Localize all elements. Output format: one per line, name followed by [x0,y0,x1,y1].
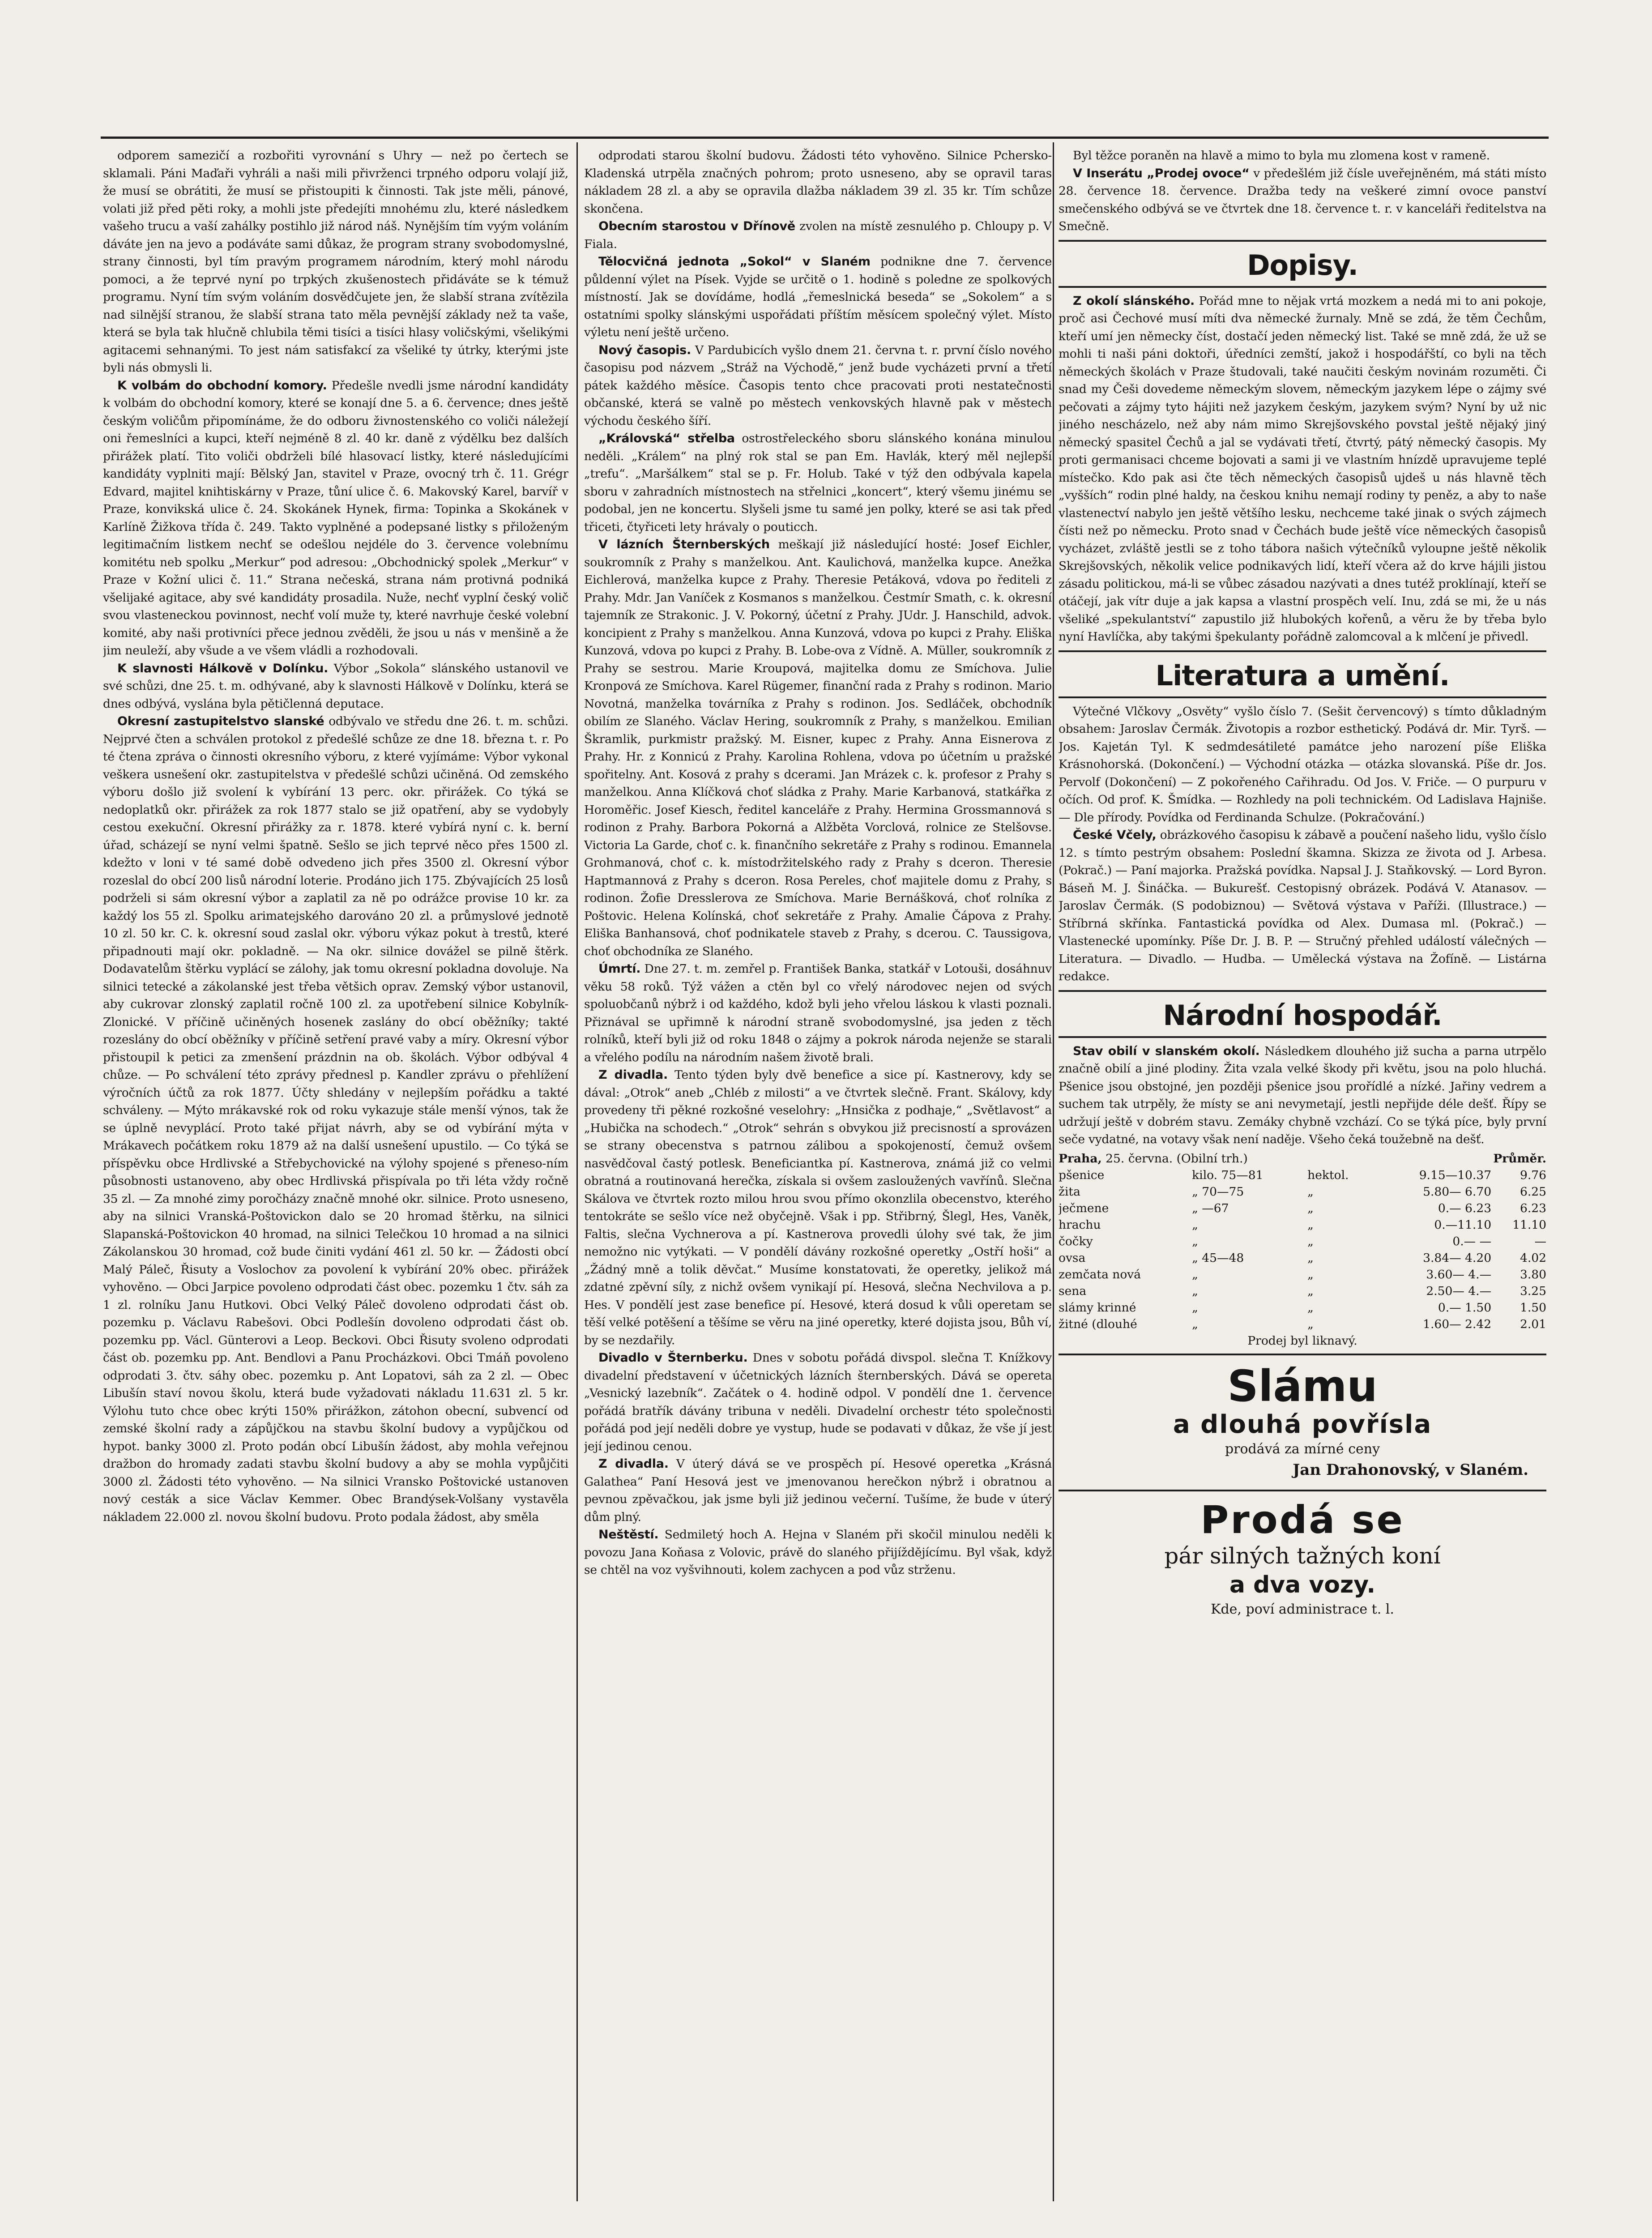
article-text: zvolen na místě zesnulého p. Chloupy p. V Fiala. [584,219,1052,251]
divider [1059,1354,1546,1355]
price-cell-q: „ [1192,1300,1198,1315]
column-3 [1059,147,1546,2238]
market-report [1059,1150,1546,1349]
article-headline: K volbám do obchodní komory. [117,378,327,393]
price-cell-q: „ [1192,1234,1198,1248]
price-cell-avg: 9.76 [1520,1168,1546,1182]
column-2 [584,147,1052,2238]
ad-slamu-line2: prodává za mírné ceny [1225,1441,1380,1457]
article-paragraph [1059,826,1546,986]
price-row [1059,1167,1546,1183]
article-paragraph [103,147,568,377]
price-cell-unit: „ [1307,1300,1314,1315]
hospodar-section [1059,1042,1546,1149]
article-paragraph [584,1349,1052,1455]
price-cell-range: 0.— — [1452,1234,1492,1248]
literatura-section [1059,703,1546,986]
article-text: Dne 27. t. m. zemřel p. František Banka, statkář v Lotouši, dosáhnuv věku 58 roků. Týž vážen a ctěn byl co vřelý národovec nejen od svých spoluobčanů nýbrž i od každého, kdož byli jeho vřelou láskou k vlasti poznali. Přiznával se upřimně k národní straně svobodomyslné, jsa jeden z těch rolníků, kteří byli již od roku 1848 o zájmy a pokrok národa nejenže se starali a vřelého podílu na národním našem životě brali. [584,962,1052,1064]
article-paragraph [584,342,1052,430]
article-text: obrázkového časopisu k zábavě a poučení našeho lidu, vyšlo číslo 12. s tímto pestrým obsahem: Poslední škamna. Skizza ze života od J. Arbesa. (Pokrač.) — Paní majorka. Pražská povídka. Napsal J. J. Staňkovský. — Lord Byron. Báseň M. J. Šináčka. — Bukurešť. Cestopisný obrázek. Podává V. Atanasov. — Jaroslav Čermák. (S podobiznou) — Světová výstava v Paříži. (Illustrace.) — Stříbrná skřínka. Fantastická povídka od Alex. Dumasa ml. (Pokrač.) — Vlastenecké upomínky. Píše Dr. J. B. P. — Stručný přehled událostí válečných — Literatura. — Divadlo. — Hudba. — Umělecká výstava na Žofíně. — Listárna redakce. [1059,828,1546,983]
price-cell-q: „ [1192,1317,1198,1331]
price-cell-q: „ [1192,1217,1198,1232]
article-text: v předešlém již čísle uveřejněném, má státi místo 28. července 18. července. Dražba tedy na veškeré zimní ovoce panství smečenského odbývá se ve čtvrtek dne 18. července t. r. v kanceláři ředitelstva na Smečně. [1059,166,1546,233]
article-headline: Divadlo v Šternberku. [598,1351,748,1365]
article-text: meškají již následující hosté: Josef Eichler, soukromník z Prahy s manželkou. Ant. Kaulichová, manželka kupce. Anežka Eichlerová, manželka kupce z Prahy. Theresie Petáková, vdova po řediteli z Prahy. Mdr. Jan Vaníček z Kosmanos s manželkou. Čestmír Smath, c. k. okresní tajemník ze Strakonic. J. V. Pokorný, účetní z Prahy. JUdr. J. Hanschild, advok. koncipient z Prahy s manželkou. Anna Kunzová, vdova po kupci z Prahy. Eliška Kunzová, vdova po kupci z Prahy. B. Lobe-ova z Vídně. A. Müller, soukromník z Prahy se sestrou. Marie Kroupová, majitelka domu ze Smíchova. Julie Kronpová ze Smíchova. Karel Rügemer, finanční rada z Prahy s rodinon. Mario Novotná, manželka továrníka z Prahy s rodinon. Jos. Sedláček, obchodník obilím ze Slaného. Václav Hering, soukromník z Prahy, s manželkou. Emilian Škramlik, purkmistr pražský. M. Eisner, kupec z Prahy. Anna Eisnerova z Prahy. Hr. z Konnicú z Prahy. Karolina Rohlena, vdova po účetním u pražské spořitelny. Ant. Kosová z prahy s dcerami. Jan Mrázek c. k. profesor z Prahy s manželkou. Anna Klíčková choť sládka z Prahy. Marie Karbanová, statkářka z Horoměřic. Josef Kiesch, ředitel kanceláře z Prahy. Hermina Grossmannová s rodinon z Prahy. Barbora Pokorná a Alžběta Vorclová, rolnice ze Stelšovse. Victoria La Garde, choť c. k. finančního sekretáře z Prahy s rodinou. Emannela Grohmanová, choť c. k. místodržitelského rady z Prahy s dceron. Theresie Haptmannová z Prahy s dceron. Rosa Pereles, choť majitele domu z Prahy, s rodinon. Žofie Dresslerova ze Smíchova. Marie Bernášková, choť rolníka z Poštovic. Helena Kolínská, choť sekretáře z Prahy. Amalie Čápova z Prahy. Eliška Banhansová, choť podnikatele staveb z Prahy, s dcerou. C. Taussigova, choť obchodníka ze Slaného. [584,538,1052,958]
divider [1059,650,1546,652]
price-cell-range: 2.50— 4.— [1426,1284,1492,1298]
divider [1059,286,1546,288]
article-paragraph [1059,292,1546,646]
article-text: Tento týden byly dvě benefice a sice pí. Kastnerovy, kdy se dával: „Otrok“ aneb „Chléb z milosti“ a ve čtvrtek slečně. Frant. Skálovy, kdy provedeny tři pěkné rozkošné veselohry: „Hnsička z podhaje,“ „Světlavost“ a „Hubička na schodech.“ „Otrok“ sehrán s obvykou již precisností a sprovázen se strany obecenstva s patrnou zálibou a spokojeností, čemuž ovšem nasvědčoval častý potlesk. Beneficiantka pí. Kastnerova, známá již co velmi obratná a routinovaná herečka, získala si ovšem zasloužených vavřínů. Slečna Skálova ve čtvrtek rozto milou hrou svou přímo okonzlila obecenstvo, kterého tentokráte se sešlo více než obyčejně. Však i pp. Střibrný, Šlegl, Hes, Vaněk, Faltis, slečna Vychnerova a pí. Kastnerova provedli úlohy své tak, že jim nemožno nic vytýkati. — V pondělí dávány rozkošné operetky „Ostří hoši“ a „Žádný mně a tolik děvčat.“ Musíme konstatovati, že operetky, jelikož má zdatné zpěvní síly, z nichž ovšem vynikají pí. Hesová, slečna Nechvilova a p. Hes. V pondělí jest zase benefice pí. Hesové, která dosud k vůli operetam se těší velké potěšení a těšíme se věru na jiné operetky, které dojista jsou, Bůh ví, by se nezdařily. [584,1068,1052,1347]
article-text: Následkem dlouhého již sucha a parna utrpělo značně obilí a jiné plodiny. Žita vzala velké škody při květu, jsou na polo hluchá. Pšenice jsou obstojné, jen později pšenice jsou prořídlé a nízké. Jařiny vedrem a suchem tak utrpěly, že místy se ani nevymetají, jestli nepřijde déle dešť. Řípy se udržují ještě v dobrém stavu. Zemáky chybně vzchází. Co se týká píce, byly první seče vydatné, na votavy však není naděje. Všeho čeká toužebně na dešť. [1059,1044,1546,1146]
price-row [1059,1299,1546,1316]
column-divider-left [576,142,578,2201]
market-footer: Prodej byl liknavý. [1247,1333,1357,1348]
article-paragraph [584,147,1052,218]
ad-proda-line1: pár silných tažných koní [1164,1542,1441,1569]
section-heading-dopisy: Dopisy. [1247,248,1358,282]
article-paragraph [103,660,568,713]
article-text: V úterý dává se ve prospěch pí. Hesové operetka „Krásná Galathea“ Paní Hesová jest ve jmenovanou herečkon nýbrž i obratnou a pevnou zpěvačkou, jak jsme byli již jedinou večerní. Tušíme, že bude v úterý dům plný. [584,1457,1052,1524]
price-cell-range: 0.— 6.23 [1438,1201,1492,1215]
article-text: ostrostřeleckého sboru slánského konána minulou neděli. „Králem“ na plný rok stal se pan Em. Havlák, který měl nejlepší „trefu“. „Maršálkem“ stal se p. Fr. Holub. Také v týž den odbývala kapela sboru v zahradních místnostech na střelnici „koncert“, který všemu jinému se podobal, jen ne koncertu. Slyšeli jsme tu samé jen polky, které se asi tak před třiceti, čtyřiceti lety hrávaly o pouticch. [584,431,1052,534]
article-text: Pořád mne to nějak vrtá mozkem a nedá mi to ani pokoje, proč asi Čechové musí míti dva německé žurnaly. Mně se zdá, že těm Čechům, kteří umí jen německy číst, dostačí jeden německý list. Také se mně zdá, že už se mohli ti naši páni doktoři, úředníci zemští, jakož i hospodářští, co byli na těch německých školách v Praze študovali, také naučiti českým novinám rozuměti. Či snad my Češi dovedeme německým slovem, německým jazykem lépe o zájmy své pečovati a zájmy tyto hájiti než jazykem českým, jazykem svým? Nyní by už nic jiného nescházelo, než aby nám mimo Skrejšovského povstal ještě nějaký jiný německý spasitel Čechů a jal se vydávati třetí, čtvrtý, pátý německý časopis. My proti germanisaci chceme bojovati a sami ji ve vlastním hnízdě upravujeme teplé místečko. Kdo pak asi čte těch německých časopisů ujdeš u nás hlavně těch „vyšších“ rodin plné haldy, na českou knihu nemají rodiny ty peněz, a aby to naše vlastenectví nabylo jen ještě většího lesku, nechceme také jinak o svých zájmech čísti než po německu. Proto snad v Čechách bude ještě více německých časopisů vycházet, zvláště jestli se z toho tábora našich výtečníků vyloupne ještě několik Skrejšovských, několik velice podnikavých lidí, kteří včera až do krve hájili jistou zásadu politickou, má-li se vůbec zásadou nazývati a dnes tutéž proklínají, kteří se otáčejí, jak vítr duje a jak kapsa a vlastní prospěch velí. Inu, zdá se mi, že u nás všeliké „spekulantství“ zapustilo již hlubokých kořenů, a věru že by třeba bylo nyní Havlíčka, aby takými špekulanty pořádně zalomcoval a k mlčení je přivedl. [1059,294,1546,644]
column-1 [103,147,568,2238]
divider [1059,1036,1546,1038]
price-row [1059,1250,1546,1266]
price-cell-q: „ [1192,1267,1198,1281]
article-paragraph [103,713,568,1526]
price-row [1059,1183,1546,1200]
article-paragraph [1059,1042,1546,1149]
article-headline: Obecním starostou v Dřínově [598,219,795,233]
price-cell-q: „ —67 [1192,1201,1229,1215]
price-cell-q: „ [1192,1284,1198,1298]
price-cell-name: zemčata nová [1059,1267,1141,1281]
price-cell-unit: „ [1307,1267,1314,1281]
price-cell-name: slámy krinné [1059,1300,1136,1315]
article-paragraph [584,218,1052,253]
article-paragraph [584,960,1052,1066]
divider [1059,696,1546,698]
price-cell-avg: 11.10 [1512,1217,1546,1232]
article-paragraph [584,1066,1052,1349]
price-cell-q: „ 45—48 [1192,1251,1244,1265]
price-cell-name: čočky [1059,1234,1093,1248]
article-text: odbývalo ve středu dne 26. t. m. schůzi. Nejprvé čten a schválen protokol z předešlé schůze ze dne 18. března t. r. Po té čtena zpráva o činnosti okresního výboru, z které vyjímáme: Výbor vykonal veškera usnešení okr. zastupitelstva v předešlé schůzi učiněná. Od zemského výboru došlo již svolení k vybírání 13 perc. okr. přirážek. Co týká se nedoplatků okr. přirážek za rok 1877 stalo se již opatření, aby se vydobyly cestou exekuční. Okresní přirážky za r. 1878. které vybírá nyní c. k. berní úřad, scházejí se nyní velmi špatně. Sešlo se jich teprvé něco přes 1500 zl. kdežto v loni v té samé době odvedeno jich přes 3500 zl. Okresní výbor rozeslal do obcí 200 lisů národní loterie. Prodáno jich 175. Zbývajících 25 losů podrželi si sám okresní výbor a zaplatil za ně po odrážce provise 10 kr. za každý los 55 zl. Spolku arimatejského darováno 20 zl. a průmyslové jednotě 10 zl. 50 kr. C. k. okresní soud zaslal okr. výboru výkaz pokut à trestů, které připadnouti mají okr. pokladně. — Na okr. silnice dovážel se pilně štěrk. Dodavatelům štěrku vyplácí se zálohy, jak tomu okresní pokladna dovoluje. Na silnici tetecké a zákolanské jest třeba většich oprav. Zemský výbor ustanovil, aby cukrovar zlonský zaplatil ročně 100 zl. za upotřebení silnice Kobylník-Zlonické. V příčině učiněných hosenek zaslány do obcí oběžníky; takté rozeslány do obcí oběžníky v příčině setření pravé vaby a míry. Okresní výbor přistoupil k petici za zmenšení prázdnin na ob. školách. Výbor odbýval 4 chůze. — Po schválení této zprávy přednesl p. Kandler zprávu o přehlížení výročních účtů za rok 1877. Účty shledány v nejlepším pořádku a takté schváleny. — Mýto mrákavské rok od roku vykazuje stále menší výnos, tak že se úplně nevyplácí. Proto také přijat návrh, aby se od vybírání mýta v Mrákavech počátkem roku 1879 až na další usnešení upustilo. — Co týká se příspěvku obce Hrdlivské a Střebychovické na výlohy spojené s přeneso-ním působnosti ustanoveno, aby obec Hrdlivská přispívala po tři léta vždy ročně 35 zl. — Za mnohé zimy poročházy značně mnohé okr. silnice. Proto usneseno, aby na silnici Vranská-Poštovickon dalo se 20 hromad štěrku, na silnici Slapanská-Poštovickon 40 hromad, na silnici Telečkou 10 hromad a na silnici Zákolanskou 30 hromad, což bude činiti vydání 461 zl. 50 kr. — Žádosti obcí Malý Páleč, Řisuty a Voslochov za povolení k vybírání 20% obec. přirážek vyhověno. — Obci Jarpice povoleno odprodati část obec. pozemku 1 čtv. sáh za 1 zl. rolníku Janu Hutkovi. Obci Velký Páleč dovoleno odprodati část ob. pozemku p. Václavu Rabešovi. Obci Podlešín dovoleno odprodati část ob. pozemku pp. Václ. Günterovi a Leop. Beckovi. Obci Řisuty svoleno odprodati část ob. pozemku pp. Ant. Bendlovi a Panu Procházkovi. Obci Tmáň povoleno odprodati 3. čtv. sáhy obec. pozemku p. Ant Lopatovi, sáh za 2 zl. — Obec Libušín staví novou školu, která bude vyžadovati nákladu 11.631 zl. 5 kr. Výlohu tuto chce obec krýti 150% přirážkon, zátohon obecní, subvencí od zemské školní rady a zápůjčkou na stavbu školní budovy a vypůjčkou od hypot. banky 3000 zl. Proto podán obcí Libušín žádost, aby mohla veřejnou dražbon do hromady zadati stavbu školní budovy a aby se mohla vypůjčiti 3000 zl. Žádosti této vyhověno. — Na silnici Vransko Poštovické ustanoven nový cesták a sice Václav Kemmer. Obec Brandýsek-Volšany vystavěla nákladem 22.000 zl. novou školní budovu. Proto podala žádost, aby směla [103,714,568,1524]
market-note: (Obilní trh.) [1176,1151,1248,1166]
price-cell-avg: 1.50 [1520,1300,1546,1315]
article-text: V Pardubicích vyšlo dnem 21. června t. r. první číslo nového časopisu pod názvem „Stráž na Východě,“ jenž bude vycházeti první a třetí pátek každého měsíce. Časopis tento chce pracovati proti nestatečnosti občanské, která se valně po městech venkovských hlavně pak v městech východu českého šíří. [584,343,1052,428]
article-headline: Nový časopis. [598,343,691,357]
market-avg-header: Průměr. [1493,1151,1546,1166]
article-headline: České Včely, [1073,828,1157,842]
article-headline: Úmrtí. [598,962,641,976]
divider [1059,990,1546,992]
price-row [1059,1283,1546,1299]
price-cell-name: žita [1059,1184,1080,1199]
column-3-top-notes [1059,147,1546,235]
price-cell-range: 0.— 1.50 [1438,1300,1492,1315]
price-cell-avg: 3.80 [1520,1267,1546,1281]
market-date: 25. června. [1106,1151,1173,1166]
ad-slamu-line3: Jan Drahonovský, v Slaném. [1293,1461,1528,1479]
article-paragraph [584,536,1052,960]
price-cell-name: žitné (dlouhé [1059,1317,1137,1331]
price-cell-unit: „ [1307,1284,1314,1298]
article-headline: Okresní zastupitelstvo slanské [117,714,324,728]
article-headline: K slavnosti Hálkově v Dolínku. [117,661,329,675]
price-cell-avg: 2.01 [1520,1317,1546,1331]
price-cell-name: ovsa [1059,1251,1086,1265]
article-headline: Neštěstí. [598,1528,659,1542]
section-heading-literatura: Literatura a umění. [1155,659,1450,692]
price-row [1059,1316,1546,1333]
ad-proda-line2: a dva vozy. [1229,1571,1376,1598]
article-headline: Z divadla. [598,1457,669,1471]
ad-proda-line3: Kde, poví administrace t. l. [1211,1601,1394,1617]
price-cell-name: hrachu [1059,1217,1101,1232]
price-cell-unit: „ [1307,1234,1314,1248]
top-border-rule [101,137,1549,139]
article-headline: Tělocvičná jednota „Sokol“ v Slaném [598,255,871,269]
price-cell-range: 0.—11.10 [1434,1217,1492,1232]
ad-slamu [1059,1360,1546,1485]
column-divider-right [1053,142,1054,2201]
article-text: Výtečné Vlčkovy „Osvěty“ vyšlo číslo 7. (Sešit červencový) s tímto důkladným obsahem: Jaroslav Čermák. Životopis a rozbor esthetický. Podává dr. Mir. Tyrš. — Jos. Kajetán Tyl. K sedmdesátileté památce jeho narození píše Eliška Krásnohorská. (Dokončení.) — Východní otázka — otázka slovanská. Píše dr. Jos. Pervolf (Dokončení) — Z pokořeného Cařihradu. Od Jos. V. Friče. — O purpuru v očích. Od prof. K. Šmídka. — Rozhledy na poli technickém. Od Ladislava Hajniše. — Dle přírody. Povídka od Ferdinanda Schulze. (Pokračování.) [1059,704,1546,824]
price-cell-unit: „ [1307,1317,1314,1331]
article-text: Předešle nvedli jsme národní kandidáty k volbám do obchodní komory, které se konají dne 5. a 6. července; dnes ještě českým voličům připomínáme, že do odboru živnostenského co voliči náležejí oni řemeslníci a kupci, kteří nejméně 8 zl. 40 kr. daně z výdělku bez dalších přirážek platí. Tito voliči obdrželi bílé hlasovací listky, které následujícími kandidáty vyplniti mají: Bělský Jan, stavitel v Praze, ovocný trh č. 11. Grégr Edvard, majitel knihtiskárny v Praze, tůní ulice č. 6. Makovský Karel, barvíř v Praze, konvikská ulice č. 24. Skokánek Hynek, firma: Topinka a Skokánek v Karlíně Žižkova třída č. 249. Takto vyplněné a podepsané listky s přiloženým legitimačním listkem nechť se odešlou nejdéle do 3. července volebnímu komitétu neb spolku „Merkur“ pod adresou: „Obchodnický spolek „Merkur“ v Praze v Kožní ulici č. 11.“ Strana nečeská, strana nám protivná podniká všelijaké agitace, aby své kandidáty prosadila. Nuže, nechť vyplní český volič svou vlasteneckou povinnost, nechť volí muže ty, které navrhuje české volební komité, aby naši protivníci přece jednou zvěděli, že jsou u nás v menšině a že jim neuleží, aby všude a ve všem vládli a rozhodovali. [103,378,568,658]
article-paragraph [1059,703,1546,827]
article-headline: „Královská“ střelba [598,431,735,445]
article-text: odprodati starou školní budovu. Žádosti této vyhověno. Silnice Pchersko-Kladenská utrpěla značných pohrom; proto usneseno, aby se opravil taras nákladem 28 zl. a aby se opravila dlažba nákladem 39 zl. 35 kr. Tím schůze skončena. [584,149,1052,216]
price-row [1059,1266,1546,1283]
price-table [1059,1167,1546,1333]
article-headline: V lázních Šternberských [598,538,770,551]
article-text: odporem samezičí a rozbořiti vyrovnání s Uhry — než po čertech se sklamali. Páni Maďaři vyhráli a naši mili přivrženci trpného odporu volají již, že musí se obrátiti, že musí se přistoupiti k činnosti. Tak jste měli, pánové, volati již před pěti roky, a mohli jste předejíti mnohému zlu, které následkem vašeho trucu a vaší zahálky postihlo již národ náš. Nynějším tím vyým voláním dáváte jen na jevo a podáváte sami důkaz, že program strany svobodomyslné, strany činnosti, byl tím pravým programem národním, který mohl národu pomoci, a že teprvé nyní po trpkých zkušenostech přidáváte se k témuž programu. Nyní tím svým voláním dosvědčujete jen, že slabší strana zvítězila nad silnější stranou, že slabší strana tato měla pevnější základy než ta vaše, která se byla tak hlučně chlubila těmi tisíci a tisíci hlasy voličskými, všelikými agitacemi sehnanými. To jest nám satisfakcí za všeliké ty útrky, kterými jste byli nás obmysli li. [103,149,568,375]
article-paragraph [1059,165,1546,235]
price-cell-unit: „ [1307,1251,1314,1265]
article-text: podnikne dne 7. července půldenní výlet na Písek. Vyjde se určitě o 1. hodině s poledne ze spolkových místností. Jak se dovídáme, hodlá „řemeslnická beseda“ se „Sokolem“ a s ostatními spolky slánskými uspořádati příštím měsícem společný výlet. Místo výletu není ještě určeno. [584,255,1052,339]
ad-slamu-title: Slámu [1227,1361,1378,1411]
price-cell-name: pšenice [1059,1168,1105,1182]
article-paragraph [584,430,1052,536]
section-heading-hospodar: Národní hospodář. [1163,999,1442,1032]
dopisy-section [1059,292,1546,646]
price-cell-unit: „ [1307,1217,1314,1232]
article-headline: Stav obilí v slanském okolí. [1073,1044,1260,1058]
article-headline: V Inserátu „Prodej ovoce“ [1073,166,1250,180]
price-cell-unit: hektol. [1307,1168,1349,1182]
price-cell-unit: „ [1307,1201,1314,1215]
article-paragraph [1059,147,1546,165]
price-row [1059,1233,1546,1250]
price-cell-range: 3.60— 4.— [1426,1267,1492,1281]
article-text: Dnes v sobotu pořádá divspol. slečna T. Knížkovy divadelní představení v účetnických lázních šternberských. Dává se opereta „Vesnický lazebník“. Začátek o 4. hodině odpol. V pondělí dne 1. července pořádá bratřík dávány tribuna v neděli. Divadelní orchestr této společnosti pořádá pod její neděli dobre ye vystup, hude se podavati v důkaz, že vše jí jest její jedinou cenou. [584,1351,1052,1453]
divider [1059,240,1546,242]
article-text: Sedmiletý hoch A. Hejna v Slaném při skočil minulou neděli k povozu Jana Koňasa z Volovic, právě do slaného přijíždějícímu. Byl však, když se chtěl na voz vyšvihnouti, kolem zachycen a pod vůz strženu. [584,1528,1052,1577]
article-paragraph [584,1455,1052,1526]
price-cell-avg: 6.23 [1520,1201,1546,1215]
article-headline: Z okolí slánského. [1073,294,1195,308]
market-place: Praha, [1059,1151,1102,1166]
price-cell-q: „ 70—75 [1192,1184,1244,1199]
price-cell-q: kilo. 75—81 [1192,1168,1264,1182]
price-cell-name: sena [1059,1284,1087,1298]
price-cell-unit: „ [1307,1184,1314,1199]
price-cell-avg: 3.25 [1520,1284,1546,1298]
article-paragraph [584,1526,1052,1579]
price-row [1059,1217,1546,1233]
article-paragraph [584,253,1052,342]
price-row [1059,1200,1546,1217]
article-paragraph [103,377,568,660]
article-text: Výbor „Sokola“ slánského ustanovil ve své schůzi, dne 25. t. m. odhývané, aby k slavnosti Hálkově v Dolínku, která se dnes odbývá, vyslána byla pětičlenná deputace. [103,661,568,711]
ad-proda-se [1059,1496,1546,1624]
article-headline: Z divadla. [598,1068,668,1082]
price-cell-range: 5.80— 6.70 [1423,1184,1492,1199]
divider [1059,1490,1546,1491]
price-cell-name: ječmene [1059,1201,1109,1215]
price-cell-range: 9.15—10.37 [1419,1168,1492,1182]
price-cell-avg: 6.25 [1520,1184,1546,1199]
price-cell-avg: — [1534,1234,1546,1248]
price-cell-avg: 4.02 [1520,1251,1546,1265]
price-cell-range: 3.84— 4.20 [1423,1251,1492,1265]
price-cell-range: 1.60— 2.42 [1423,1317,1492,1331]
ad-slamu-line1: a dlouhá povřísla [1173,1409,1432,1439]
article-text: Byl těžce poraněn na hlavě a mimo to byla mu zlomena kost v rameně. [1073,149,1490,162]
ad-proda-title: Prodá se [1200,1497,1404,1542]
